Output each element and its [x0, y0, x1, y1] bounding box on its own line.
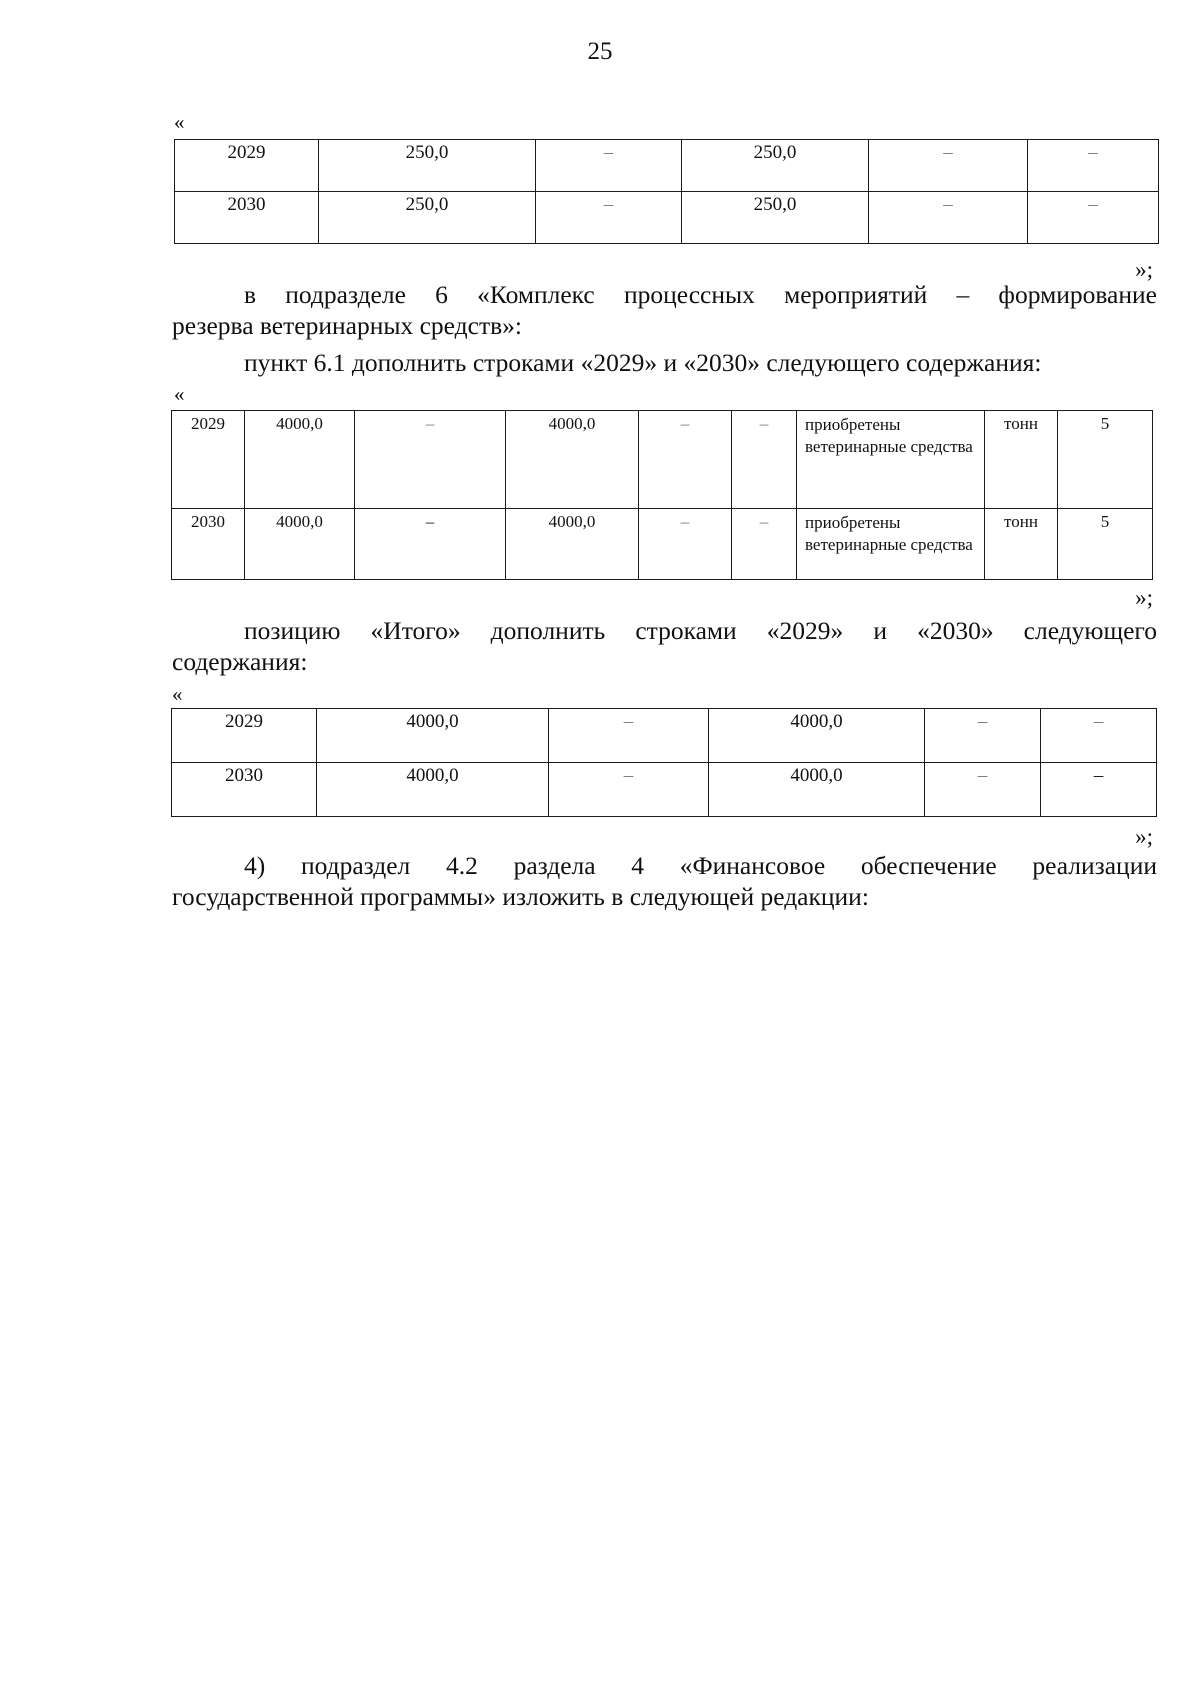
dash-cell: –: [732, 411, 797, 509]
close-quote: »;: [1135, 585, 1153, 610]
dash-cell: –: [925, 709, 1041, 763]
page-number: 25: [587, 38, 613, 65]
amount-cell: 5: [1058, 509, 1153, 580]
table-veterinary-reserve: [171, 410, 1153, 580]
year-cell: 2030: [172, 763, 317, 817]
table-years-250: [174, 139, 1159, 244]
dash-cell: –: [639, 411, 732, 509]
dash-cell: –: [536, 140, 682, 192]
result-cell: приобретены ветеринарные средства: [797, 509, 985, 580]
dash-cell: –: [355, 509, 506, 580]
value-cell: 4000,0: [317, 709, 549, 763]
dash-cell: –: [536, 192, 682, 244]
close-quote: »;: [1135, 257, 1153, 282]
amount-cell: 5: [1058, 411, 1153, 509]
table-row: [175, 192, 1159, 244]
open-quote: «: [174, 382, 185, 406]
dash-cell: –: [639, 509, 732, 580]
unit-cell: тонн: [985, 411, 1058, 509]
paragraph-itogo-cont: содержания:: [172, 647, 308, 676]
table-row: [172, 411, 1153, 509]
table-row: [172, 763, 1157, 817]
value-cell: 250,0: [682, 140, 869, 192]
dash-cell: –: [1028, 192, 1159, 244]
table-itogo: [171, 708, 1157, 817]
paragraph-subsection-4-2-cont: государственной программы» изложить в следующей редакции:: [172, 882, 869, 911]
paragraph-itogo: позицию «Итого» дополнить строками «2029» и «2030» следующего: [244, 616, 1157, 645]
value-cell: 4000,0: [245, 509, 355, 580]
dash-cell: –: [355, 411, 506, 509]
open-quote: «: [174, 110, 185, 134]
year-cell: 2030: [175, 192, 319, 244]
value-cell: 4000,0: [245, 411, 355, 509]
paragraph-subsection-6-cont: резерва ветеринарных средств»:: [172, 311, 522, 340]
result-cell: приобретены ветеринарные средства: [797, 411, 985, 509]
value-cell: 4000,0: [506, 411, 639, 509]
value-cell: 4000,0: [317, 763, 549, 817]
year-cell: 2029: [175, 140, 319, 192]
table-row: [172, 509, 1153, 580]
table-row: [172, 709, 1157, 763]
dash-cell: –: [549, 763, 709, 817]
dash-cell: –: [925, 763, 1041, 817]
close-quote: »;: [1135, 824, 1153, 849]
unit-cell: тонн: [985, 509, 1058, 580]
dash-cell: –: [732, 509, 797, 580]
value-cell: 250,0: [319, 192, 536, 244]
dash-cell: –: [1041, 763, 1157, 817]
value-cell: 250,0: [319, 140, 536, 192]
table-row: [175, 140, 1159, 192]
open-quote: «: [172, 682, 183, 706]
value-cell: 4000,0: [709, 709, 925, 763]
dash-cell: –: [869, 192, 1028, 244]
year-cell: 2030: [172, 509, 245, 580]
dash-cell: –: [1028, 140, 1159, 192]
dash-cell: –: [869, 140, 1028, 192]
paragraph-subsection-4-2: 4) подраздел 4.2 раздела 4 «Финансовое обеспечение реализации: [244, 851, 1157, 880]
year-cell: 2029: [172, 709, 317, 763]
value-cell: 250,0: [682, 192, 869, 244]
value-cell: 4000,0: [709, 763, 925, 817]
paragraph-subsection-6: в подразделе 6 «Комплекс процессных мероприятий – формирование: [244, 280, 1157, 309]
paragraph-point-6-1: пункт 6.1 дополнить строками «2029» и «2030» следующего содержания:: [244, 348, 1042, 377]
dash-cell: –: [549, 709, 709, 763]
year-cell: 2029: [172, 411, 245, 509]
value-cell: 4000,0: [506, 509, 639, 580]
dash-cell: –: [1041, 709, 1157, 763]
